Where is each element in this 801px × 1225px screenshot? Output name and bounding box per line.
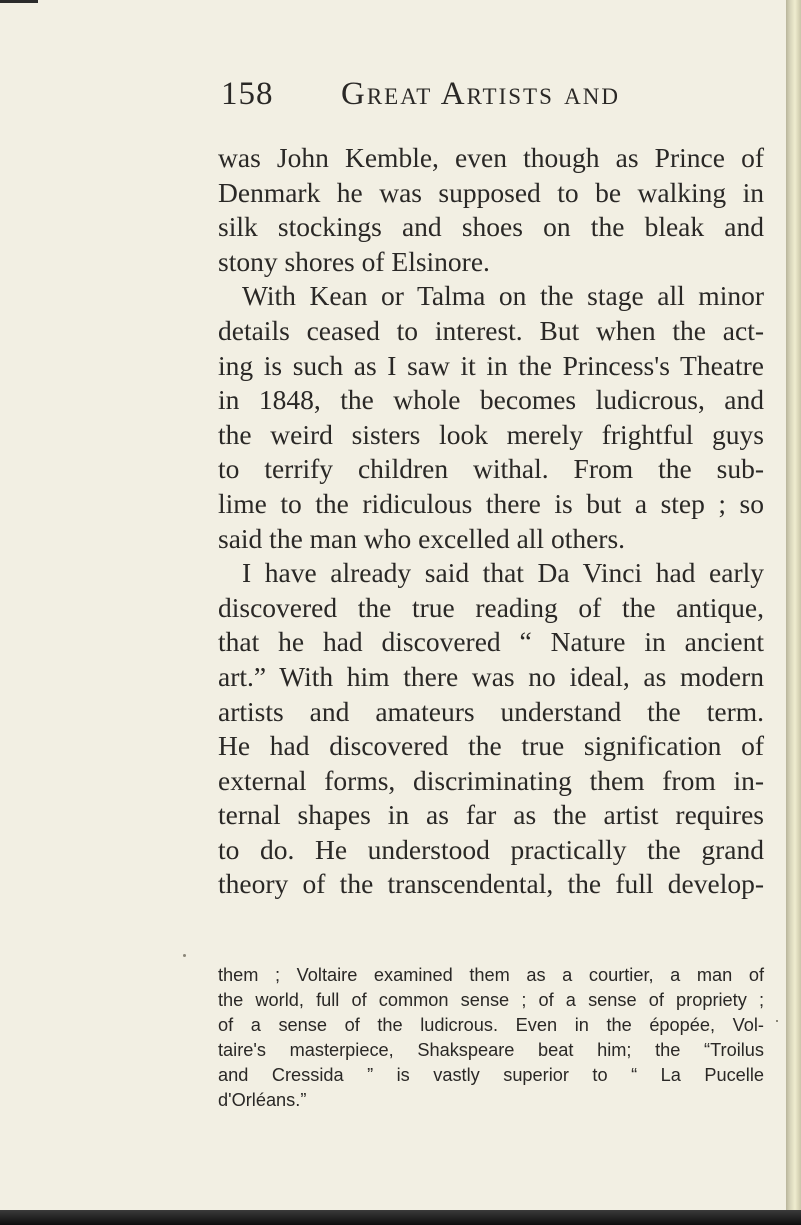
body-line: ing is such as I saw it in the Princess's Theatre	[218, 349, 764, 381]
body-line: artists and amateurs understand the term.	[218, 695, 764, 727]
body-line: external forms, discriminating them from in-	[218, 764, 764, 796]
body-line: said the man who excelled all others.	[218, 522, 626, 554]
body-line: Denmark he was supposed to be walking in	[218, 176, 764, 208]
footnote-line: and Cressida ” is vastly superior to “ La Pucelle	[218, 1065, 764, 1085]
body-line: I have already said that Da Vinci had early	[242, 557, 764, 589]
page-number: 158	[221, 76, 274, 112]
body-line: in 1848, the whole becomes ludicrous, and	[218, 384, 764, 416]
footnote-line: taire's masterpiece, Shakspeare beat him; the “Troilus	[218, 1040, 764, 1060]
body-line: was John Kemble, even though as Prince of	[218, 142, 764, 173]
body-line: With Kean or Talma on the stage all minor	[242, 280, 764, 312]
body-line: details ceased to interest. But when the act-	[218, 314, 764, 346]
page-edge-right	[786, 0, 801, 1225]
footnote	[218, 963, 764, 1113]
body-line: lime to the ridiculous there is but a step ; so	[218, 487, 764, 519]
body-line: silk stockings and shoes on the bleak and	[218, 211, 764, 243]
margin-speck	[776, 1020, 778, 1022]
body-line: art.” With him there was no ideal, as modern	[218, 660, 764, 692]
page-edge-bottom	[0, 1210, 801, 1225]
body-line: the weird sisters look merely frightful guys	[218, 418, 764, 450]
body-line: He had discovered the true signification of	[218, 730, 764, 762]
footnote-line: of a sense of the ludicrous. Even in the épopée, Vol-	[218, 1015, 764, 1035]
body-line: theory of the transcendental, the full develop-	[218, 868, 764, 900]
binding-mark	[0, 0, 38, 3]
footnote-line: d'Orléans.”	[218, 1090, 307, 1110]
body-line: to do. He understood practically the grand	[218, 833, 764, 865]
body-line: discovered the true reading of the antique,	[218, 591, 764, 623]
body-line: stony shores of Elsinore.	[218, 245, 490, 277]
body-line: to terrify children withal. From the sub-	[218, 453, 764, 485]
footnote-line: them ; Voltaire examined them as a courtier, a man of	[218, 965, 764, 985]
body-text	[218, 141, 764, 902]
margin-speck	[183, 954, 186, 957]
running-title: Great Artists and	[341, 76, 620, 112]
body-line: ternal shapes in as far as the artist requires	[218, 799, 764, 831]
footnote-line: the world, full of common sense ; of a sense of propriety ;	[218, 990, 764, 1010]
body-line: that he had discovered “ Nature in ancient	[218, 626, 764, 658]
page-header	[0, 76, 786, 120]
